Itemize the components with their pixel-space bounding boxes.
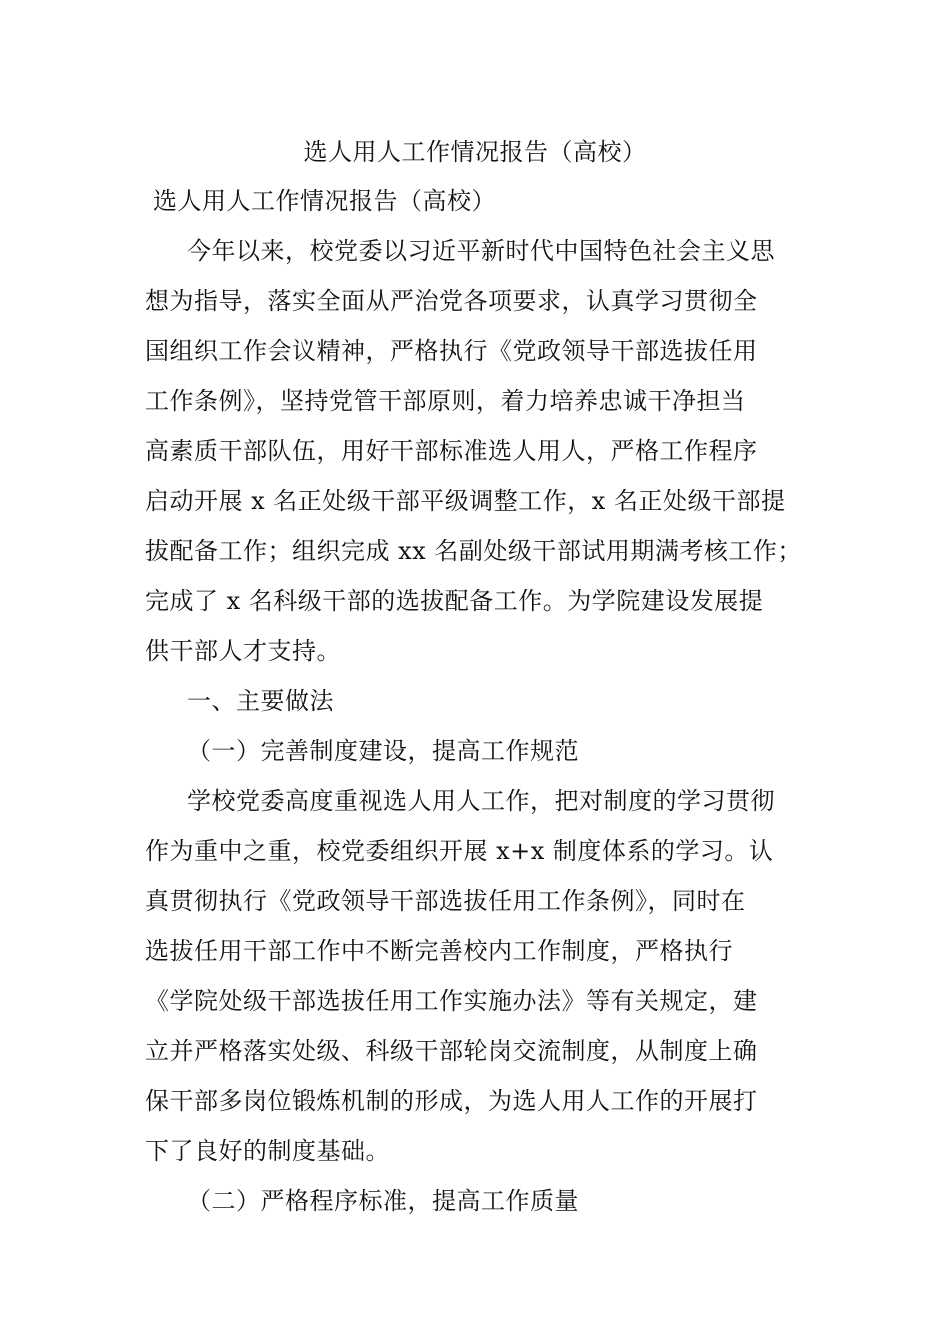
body-line: 保干部多岗位锻炼机制的形成，为选人用人工作的开展打 [145, 1087, 758, 1115]
intro-line: 今年以来，校党委以习近平新时代中国特色社会主义思 [187, 237, 775, 265]
intro-line: 拔配备工作；组织完成 xx 名副处级干部试用期满考核工作； [145, 537, 802, 565]
body-line: 立并严格落实处级、科级干部轮岗交流制度，从制度上确 [145, 1037, 758, 1065]
body-line: 学校党委高度重视选人用人工作，把对制度的学习贯彻 [187, 787, 775, 815]
body-line: 作为重中之重，校党委组织开展 x+x 制度体系的学习。认 [145, 837, 774, 865]
intro-line: 想为指导，落实全面从严治党各项要求，认真学习贯彻全 [145, 287, 758, 315]
document-subtitle: 选人用人工作情况报告（高校） [153, 187, 496, 215]
body-line: 选拔任用干部工作中不断完善校内工作制度，严格执行 [145, 937, 733, 965]
intro-line: 国组织工作会议精神，严格执行《党政领导干部选拔任用 [145, 337, 758, 365]
intro-line: 供干部人才支持。 [145, 637, 341, 665]
intro-line: 启动开展 x 名正处级干部平级调整工作，x 名正处级干部提 [145, 487, 786, 515]
subsection-heading: （二）严格程序标准，提高工作质量 [187, 1187, 579, 1215]
intro-line: 工作条例》，坚持党管干部原则，着力培养忠诚干净担当 [145, 387, 746, 415]
body-line: 真贯彻执行《党政领导干部选拔任用工作条例》，同时在 [145, 887, 746, 915]
body-line: 下了良好的制度基础。 [145, 1137, 390, 1165]
document-title: 选人用人工作情况报告（高校） [303, 138, 647, 166]
intro-line: 高素质干部队伍，用好干部标准选人用人，严格工作程序 [145, 437, 758, 465]
body-line: 《学院处级干部选拔任用工作实施办法》等有关规定，建 [145, 987, 758, 1015]
subsection-heading: （一）完善制度建设，提高工作规范 [187, 737, 579, 765]
intro-line: 完成了 x 名科级干部的选拔配备工作。为学院建设发展提 [145, 587, 764, 615]
section-heading: 一、主要做法 [187, 687, 334, 715]
